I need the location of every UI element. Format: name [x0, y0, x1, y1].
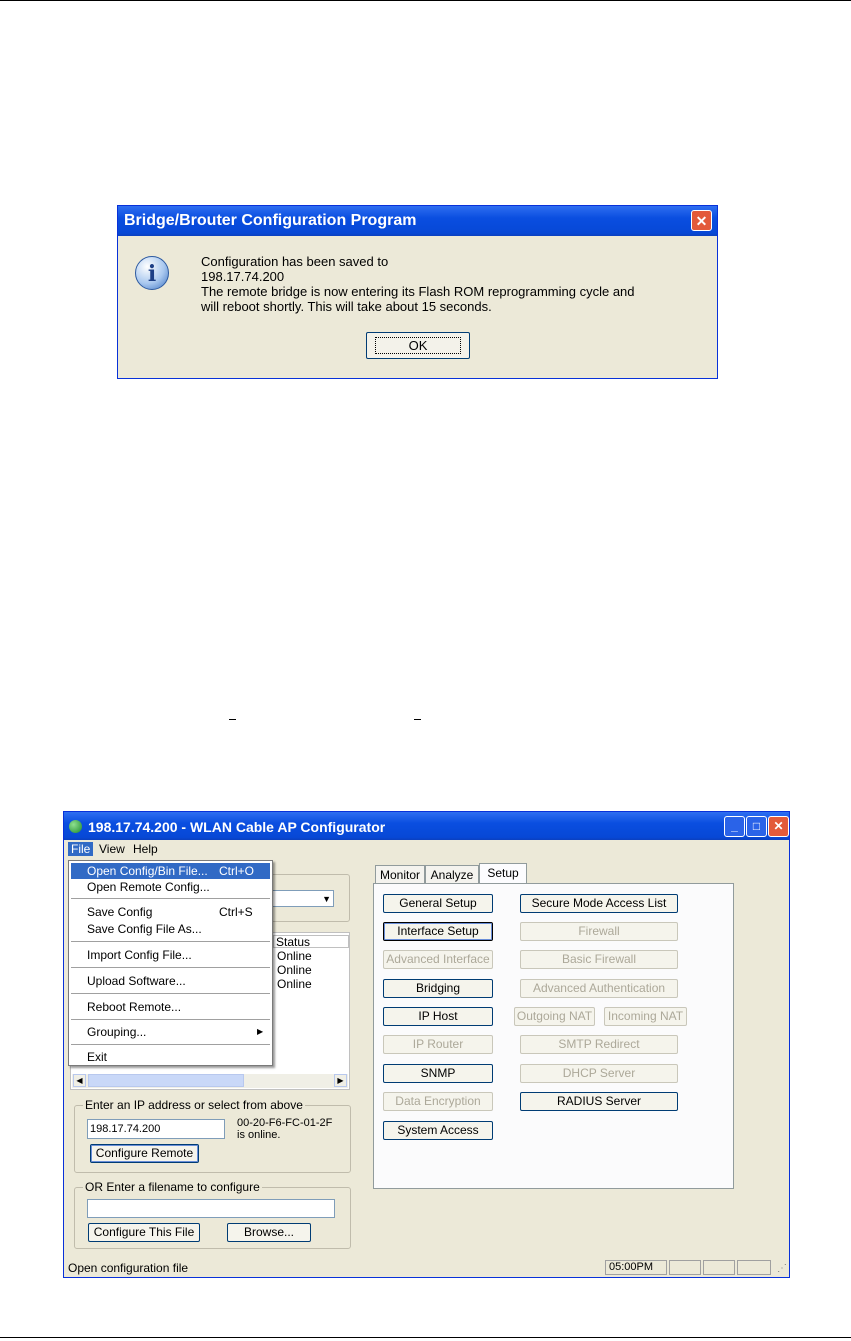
menu-item-label: Import Config File... — [87, 948, 192, 962]
menu-view[interactable]: View — [99, 842, 125, 856]
advanced-authentication-button: Advanced Authentication — [520, 979, 678, 998]
dialog-titlebar — [118, 206, 717, 236]
menu-item-import-config[interactable] — [71, 947, 270, 963]
mac-address: 00-20-F6-FC-01-2F — [237, 1117, 333, 1129]
incoming-nat-button: Incoming NAT — [604, 1007, 687, 1026]
menu-help[interactable]: Help — [133, 842, 158, 856]
dialog-message — [201, 254, 635, 314]
menu-separator — [71, 1044, 270, 1045]
ip-group-legend: Enter an IP address or select from above — [85, 1098, 303, 1112]
configurator-window — [63, 811, 790, 1278]
menu-item-label: Grouping... — [87, 1025, 147, 1039]
file-group-legend: OR Enter a filename to configure — [85, 1180, 260, 1194]
status-cell-empty — [703, 1260, 735, 1275]
menu-item-label: Save Config — [87, 905, 153, 919]
menu-item-shortcut: Ctrl+S — [219, 905, 253, 919]
bridging-button[interactable]: Bridging — [383, 979, 493, 998]
chevron-down-icon: ▼ — [322, 894, 331, 904]
status-cell: Online — [277, 977, 312, 991]
dhcp-server-button: DHCP Server — [520, 1064, 678, 1083]
menu-item-label: Open Config/Bin File... — [87, 864, 208, 878]
configure-file-button[interactable]: Configure This File — [88, 1223, 200, 1242]
menu-item-exit[interactable] — [71, 1049, 270, 1065]
submenu-arrow-icon: ▶ — [257, 1027, 264, 1036]
horizontal-scrollbar[interactable] — [72, 1074, 348, 1088]
message-line: The remote bridge is now entering its Flash ROM reprogramming cycle and — [201, 284, 635, 299]
basic-firewall-button: Basic Firewall — [520, 950, 678, 969]
menu-item-save-as[interactable] — [71, 921, 270, 937]
menu-item-open-config[interactable] — [71, 863, 270, 879]
setup-panel — [373, 883, 734, 1189]
menu-item-shortcut: Ctrl+O — [219, 864, 255, 878]
ip-address-input[interactable]: 198.17.74.200 — [87, 1119, 225, 1139]
smtp-redirect-button: SMTP Redirect — [520, 1035, 678, 1054]
status-cell: Online — [277, 949, 312, 963]
general-setup-button[interactable]: General Setup — [383, 894, 493, 913]
menu-item-label: Open Remote Config... — [87, 880, 210, 894]
radius-server-button[interactable]: RADIUS Server — [520, 1092, 678, 1111]
status-text: Open configuration file — [68, 1261, 189, 1275]
status-cell: Online — [277, 963, 312, 977]
ip-host-button[interactable]: IP Host — [383, 1007, 493, 1026]
menu-item-reboot-remote[interactable] — [71, 999, 270, 1015]
online-text: is online. — [237, 1129, 281, 1141]
menu-item-grouping[interactable] — [71, 1024, 270, 1040]
menu-item-label: Exit — [87, 1050, 108, 1064]
system-access-button[interactable]: System Access — [383, 1121, 493, 1140]
advanced-interface-button: Advanced Interface — [383, 950, 493, 969]
dialog-title: Bridge/Brouter Configuration Program — [124, 212, 417, 229]
message-line: 198.17.74.200 — [201, 269, 285, 284]
ip-groupbox — [74, 1098, 351, 1173]
menu-item-label: Upload Software... — [87, 974, 186, 988]
close-icon[interactable]: ✕ — [691, 210, 712, 231]
underline-mark — [414, 719, 421, 720]
scroll-left-icon[interactable]: ◀ — [73, 1074, 86, 1087]
menu-separator — [71, 898, 270, 899]
browse-button[interactable]: Browse... — [227, 1223, 311, 1242]
menu-item-label: Save Config File As... — [87, 922, 202, 936]
filename-input[interactable] — [87, 1199, 335, 1218]
window-titlebar — [64, 812, 789, 840]
data-encryption-button: Data Encryption — [383, 1092, 493, 1111]
menu-item-label: Reboot Remote... — [87, 1000, 182, 1014]
firewall-button: Firewall — [520, 922, 678, 941]
minimize-icon[interactable]: _ — [724, 816, 745, 837]
info-icon: i — [135, 256, 169, 290]
maximize-icon[interactable]: □ — [746, 816, 767, 837]
scroll-right-icon[interactable]: ▶ — [334, 1074, 347, 1087]
menu-item-save-config[interactable] — [71, 904, 270, 920]
tab-monitor[interactable]: Monitor — [375, 865, 425, 883]
underline-mark — [229, 719, 236, 720]
close-icon[interactable]: ✕ — [768, 816, 789, 837]
menu-separator — [71, 941, 270, 942]
status-time: 05:00PM — [605, 1260, 667, 1275]
ok-button[interactable] — [366, 332, 470, 359]
status-bar — [64, 1258, 789, 1277]
page-bottom-rule — [0, 1337, 851, 1338]
status-cell-empty — [737, 1260, 771, 1275]
menu-separator — [71, 993, 270, 994]
snmp-button[interactable]: SNMP — [383, 1064, 493, 1083]
menu-separator — [71, 967, 270, 968]
scroll-thumb[interactable] — [88, 1074, 244, 1087]
outgoing-nat-button: Outgoing NAT — [514, 1007, 595, 1026]
resize-grip-icon[interactable]: ⋰ — [777, 1263, 787, 1274]
menu-file[interactable]: File — [68, 842, 93, 856]
menu-item-upload-software[interactable] — [71, 973, 270, 989]
configure-remote-button[interactable]: Configure Remote — [90, 1144, 199, 1163]
interface-setup-button[interactable]: Interface Setup — [383, 922, 493, 941]
message-line: Configuration has been saved to — [201, 254, 389, 269]
status-header[interactable]: Status — [273, 935, 349, 948]
group-select[interactable] — [264, 890, 334, 907]
menubar — [64, 840, 789, 858]
page-top-rule — [0, 0, 851, 1]
ip-router-button: IP Router — [383, 1035, 493, 1054]
status-cell-empty — [669, 1260, 701, 1275]
menu-item-open-remote[interactable] — [71, 879, 270, 895]
secure-mode-access-list-button[interactable]: Secure Mode Access List — [520, 894, 678, 913]
menu-separator — [71, 1019, 270, 1020]
message-dialog — [117, 205, 718, 379]
message-line: will reboot shortly. This will take about 15 seconds. — [201, 299, 492, 314]
tab-setup[interactable]: Setup — [479, 863, 527, 884]
window-title: 198.17.74.200 - WLAN Cable AP Configurator — [88, 819, 386, 835]
tab-analyze[interactable]: Analyze — [425, 865, 479, 883]
file-menu-dropdown — [68, 860, 273, 1066]
file-groupbox — [74, 1180, 351, 1249]
ok-label: OK — [375, 337, 462, 354]
globe-icon — [69, 820, 82, 833]
